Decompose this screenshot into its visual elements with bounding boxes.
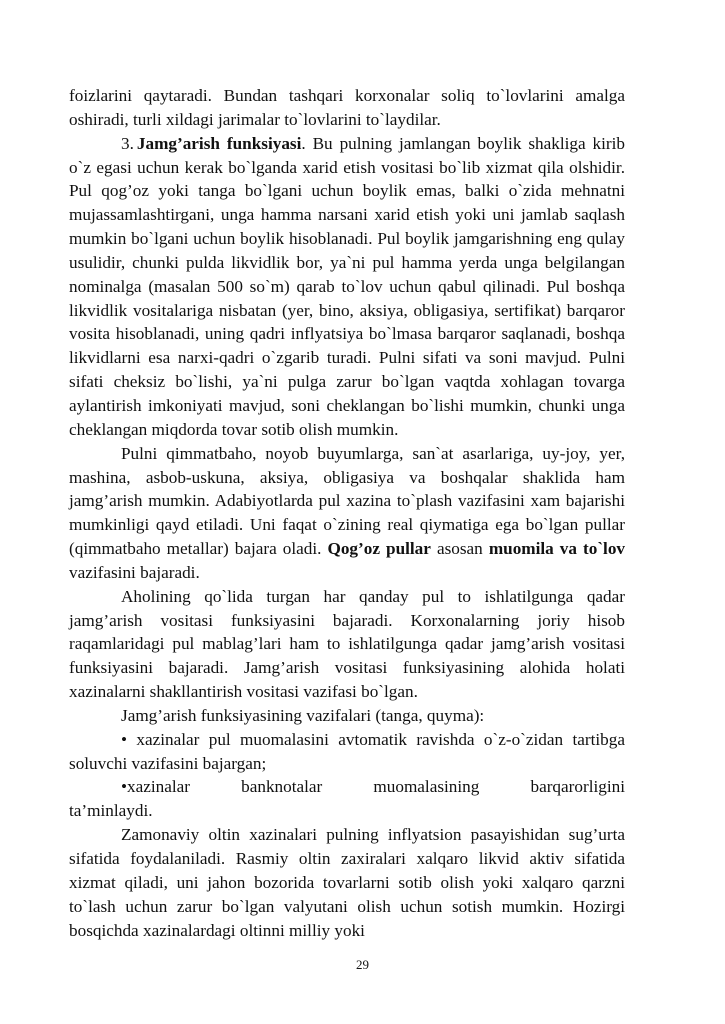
paragraph-text: vazifasini bajaradi. [69,562,200,582]
bullet-item-2-line-2: ta’minlaydi. [69,801,153,821]
bullet-item-2-line-1: •xazinalar banknotalar muomalasining barqarorligini [121,777,625,797]
page-number: 29 [356,957,369,972]
item-number: 3. [121,133,134,153]
bullet-item-1: • xazinalar pul muomalasini avtomatik ravishda o`z-o`zidan tartibga soluvchi vazifasini bajargan; [69,729,625,773]
paragraph-population-money: Aholining qo`lida turgan har qanday pul to ishlatilgunga qadar jamg’arish vositasi funksiyasini bajaradi. Korxonalarning joriy hisob raqamlaridagi pul mablag’lari ham to ishlatilgunga qadar jamg’arish vositasi funksiyasini bajaradi. Jamg’arish vositasi funksiyasining alohida holati xazinalarni shakllantirish vositasi vazifasi bo`lgan. [69,586,625,702]
paragraph-functions-intro: Jamg’arish funksiyasining vazifalari (tanga, quyma): [121,705,485,725]
paragraph-text: asosan [430,539,489,559]
bold-term-circulation: muomila va to`lov [488,539,626,559]
page-body [69,84,625,942]
paragraph-text: Pulni qimmatbaho, noyob buyumlarga, san`at asarlariga, uy-joy, yer, mashina, asbob-uskuna, aksiya, obligasiya va boshqalar shaklida ham jamg’arish mumkin. Adabiyotlarda pul xazina to`plash vazifasini xam bajarishi mumkinligi qayd etiladi. Uni faqat o`zining real qiymatiga ega bo`lgan pullar (qimmatbaho metallar) bajara oladi. [69,443,625,559]
paragraph-text: . Bu pulning jamlangan boylik shakliga kirib o`z egasi uchun kerak bo`lganda xarid etish vositasi bo`lib xizmat qila olshidir. Pul qog’oz yoki tanga bo`lgani uchun boylik emas, balki o`zida mehnatni mujassamlashtirgani, unga hamma narsani xarid etish yoki uni jamlab saqlash mumkin bo`lgani uchun boylik hisoblanadi. Pul boylik jamgarishning eng qulay usulidir, chunki pulda likvidlik bor, ya`ni pul hamma yerda unga belgilangan nominalga (masalan 500 so`m) qarab to`lov uchun qabul qilinadi. Pul boshqa likvidlik vositalariga nisbatan (yer, bino, aksiya, obligasiya, sertifikat) barqaror vosita hisoblanadi, uning qadri inflyatsiya bo`lmasa barqaror saqlanadi, boshqa likvidlarni esa narxi-qadri o`zgarib turadi. Pulni sifati va soni mavjud. Pulni sifati cheksiz bo`lishi, ya`ni pulga zarur bo`lgan vaqtda xohlagan tovarga aylantirish imkoniyati mavjud, soni cheklangan bo`lishi mumkin, chunki unga cheklangan miqdorda tovar sotib olish mumkin. [69,133,625,439]
bold-term-paper-money: Qog’oz pullar [327,539,431,559]
section-heading-bold: Jamg’arish funksiyasi [136,133,302,153]
paragraph-valuables [69,442,625,585]
paragraph-modern-gold: Zamonaviy oltin xazinalari pulning inflyatsion pasayishidan sug’urta sifatida foydalaniladi. Rasmiy oltin zaxiralari xalqaro likvid aktiv sifatida xizmat qiladi, uni jahon bozorida tovarlarni sotib olish yoki xalqaro qarzni to`lash uchun zarur bo`lgan valyutani olish uchun sotish mumkin. Hozirgi bosqichda xazinalardagi oltinni milliy yoki [69,825,625,940]
paragraph-continuation: foizlarini qaytaradi. Bundan tashqari korxonalar soliq to`lovlarini amalga oshiradi, turli xildagi jarimalar to`lovlarini to`laydilar. [69,86,625,129]
paragraph-savings-function [69,132,625,442]
